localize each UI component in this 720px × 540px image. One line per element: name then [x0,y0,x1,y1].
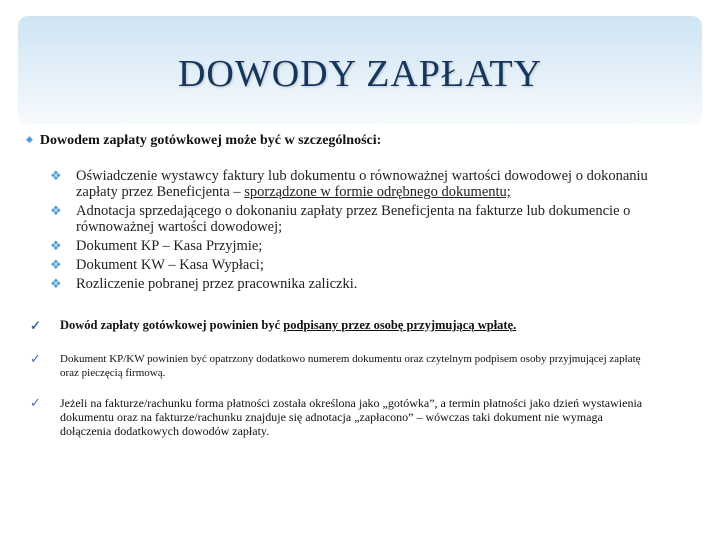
check-item [30,396,650,438]
small-diamond-icon: ◆ [26,134,33,144]
check-text: Jeżeli na fakturze/rachunku forma płatności została określona jako „gotówka”, a termin płatności jako dzień wystawienia dokumentu oraz na fakturze/rachunku znajduje się adnotacja „zapłacono” – wówczas taki dokument nie wymaga dołączenia dodatkowych dowodów zapłaty. [60,396,643,438]
diamond-icon: ❖ [50,168,62,183]
list-item [50,257,670,273]
checkmark-icon: ✓ [30,395,41,410]
check-item [30,352,650,380]
list-item-text: Dokument KW – Kasa Wypłaci; [76,257,264,273]
list-item [50,238,670,254]
lead-paragraph [26,133,686,149]
slide-title: DOWODY ZAPŁATY [177,53,543,95]
checkmark-icon: ✓ [30,318,41,333]
checkmark-icon: ✓ [30,351,41,366]
list-item-text: Rozliczenie pobranej przez pracownika zaliczki. [76,276,358,292]
check-item [30,318,650,333]
list-item-text: Oświadczenie wystawcy faktury lub dokumentu o równoważnej wartości dowodowej o dokonaniu zapłaty przez Beneficjenta – [76,168,648,200]
lead-text: Dowodem zapłaty gotówkowej może być w szczególności: [39,133,382,148]
list-item [50,276,670,292]
list-item [50,168,670,200]
diamond-icon: ❖ [50,276,62,291]
diamond-icon: ❖ [50,257,62,272]
list-item-underlined: sporządzone w formie odrębnego dokumentu; [244,184,511,200]
list-item-text: Adnotacja sprzedającego o dokonaniu zapłaty przez Beneficjenta na fakturze lub dokumencie o równoważnej wartości dowodowej; [76,203,631,235]
diamond-icon: ❖ [50,203,62,218]
list-item-text: Dokument KP – Kasa Przyjmie; [76,238,263,254]
list-item [50,203,670,235]
check-text-underlined: podpisany przez osobę przyjmującą wpłatę. [283,318,517,332]
check-text: Dokument KP/KW powinien być opatrzony dodatkowo numerem dokumentu oraz czytelnym podpisem osoby przyjmującej zapłatę oraz pieczęcią firmową. [60,353,641,379]
sub-list [50,168,670,295]
check-text-main: Dowód zapłaty gotówkowej powinien być [60,318,284,332]
check-text [60,318,650,333]
diamond-icon: ❖ [50,238,62,253]
